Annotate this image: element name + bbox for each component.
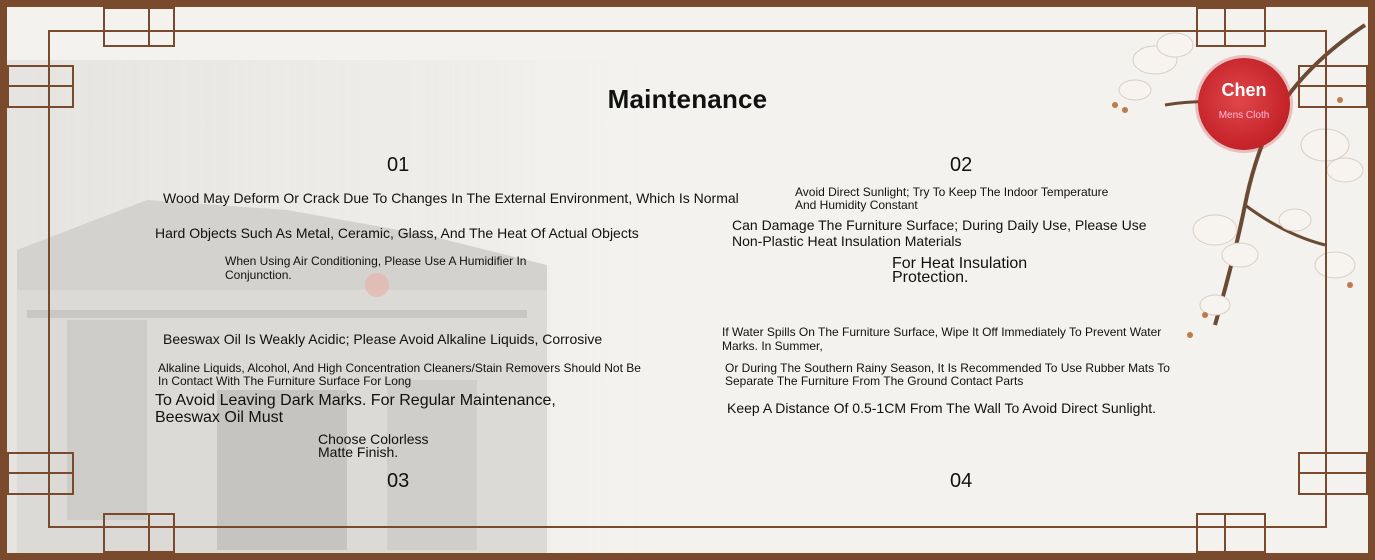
section-01-line-4: Conjunction.: [225, 268, 292, 282]
section-02-line-6: Protection.: [892, 269, 969, 286]
seal-subtitle: Mens Cloth: [1218, 110, 1270, 121]
section-03-line-4: To Avoid Leaving Dark Marks. For Regular Maintenance,: [155, 392, 556, 409]
corner-fret-bottom-left-b: [7, 472, 74, 474]
section-03-line-5: Beeswax Oil Must: [155, 409, 284, 426]
section-04-line-2: Marks. In Summer,: [722, 339, 823, 353]
section-number-03: 03: [387, 470, 410, 492]
corner-fret-top-left-b: [148, 7, 150, 47]
section-03-line-2: Alkaline Liquids, Alcohol, And High Concentration Cleaners/Stain Removers Should Not Be: [158, 361, 641, 375]
section-number-01: 01: [387, 154, 410, 176]
corner-fret-bottom-right-d: [1224, 513, 1226, 553]
section-04-line-5: Keep A Distance Of 0.5-1CM From The Wall To Avoid Direct Sunlight.: [727, 400, 1157, 416]
section-04-line-1: If Water Spills On The Furniture Surface, Wipe It Off Immediately To Prevent Water: [722, 325, 1162, 339]
section-02-line-4: Non-Plastic Heat Insulation Materials: [732, 233, 962, 249]
section-number-02: 02: [950, 154, 973, 176]
section-04-line-3: Or During The Southern Rainy Season, It Is Recommended To Use Rubber Mats To: [725, 361, 1170, 375]
corner-fret-bottom-right-c: [1196, 513, 1266, 553]
section-04-line-4: Separate The Furniture From The Ground Contact Parts: [725, 374, 1024, 388]
section-01-line-2: Hard Objects Such As Metal, Ceramic, Glass, And The Heat Of Actual Objects: [155, 225, 639, 241]
seal-name: Chen: [1221, 80, 1267, 100]
section-02-line-5: For Heat Insulation: [892, 255, 1028, 272]
section-03-line-1: Beeswax Oil Is Weakly Acidic; Please Avoid Alkaline Liquids, Corrosive: [163, 331, 603, 347]
page-title: Maintenance: [607, 84, 768, 114]
section-03-line-7: Matte Finish.: [318, 444, 399, 460]
section-03-line-6: Choose Colorless: [318, 431, 429, 447]
section-01-line-3: When Using Air Conditioning, Please Use A Humidifier In: [225, 254, 527, 268]
section-02-line-2: And Humidity Constant: [795, 198, 918, 212]
corner-fret-top-right-a: [1196, 7, 1266, 47]
section-01-line-1: Wood May Deform Or Crack Due To Changes In The External Environment, Which Is Normal: [163, 190, 739, 206]
section-number-04: 04: [950, 470, 973, 492]
section-02-line-3: Can Damage The Furniture Surface; During Daily Use, Please Use: [732, 217, 1147, 233]
corner-fret-bottom-left-d: [148, 513, 150, 553]
section-02-line-1: Avoid Direct Sunlight; Try To Keep The Indoor Temperature: [795, 185, 1109, 199]
corner-fret-top-right-b: [1224, 7, 1226, 47]
corner-fret-top-left-a: [103, 7, 175, 47]
corner-fret-bottom-left-c: [103, 513, 175, 553]
section-03-line-3: In Contact With The Furniture Surface For Long: [158, 374, 412, 388]
corner-fret-bottom-right-b: [1298, 472, 1368, 474]
